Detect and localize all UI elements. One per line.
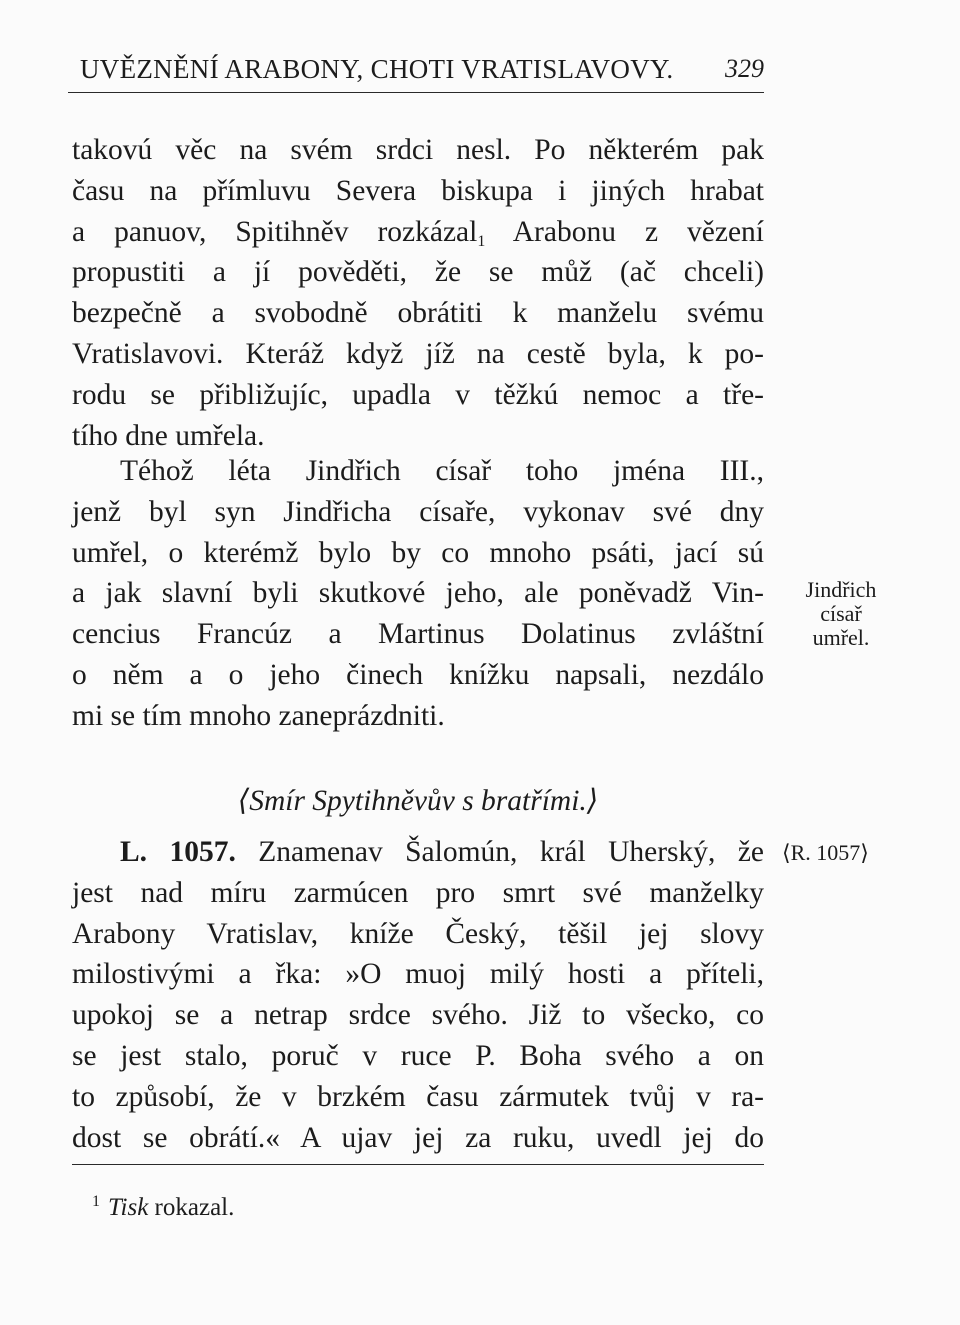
text-line: propustiti a jí pověděti, že se můž (ač chceli) [72,256,764,289]
text-line [72,212,764,253]
margin-note [786,578,896,650]
text-segment: Arabonu z vězení [512,215,765,248]
text-line: Téhož léta Jindřich císař toho jména III., [120,455,764,487]
section-heading: ⟨Smír Spytihněvův s bratřími.⟩ [237,785,599,817]
text-line: rodu se přibližujíc, upadla v těžkú nemoc a tře- [72,378,764,411]
text-line: mi se tím mnoho zaneprázdniti. [72,699,445,732]
text-line: to způsobí, že v brzkém času zármutek tvůj v ra- [72,1080,764,1113]
text-line: upokoj se a netrap srdce svého. Již to všecko, co [72,999,764,1032]
text-line: dost se obrátí.« A ujav jej za ruku, uvedl jej do [72,1121,764,1154]
text-line: jest nad míru zarmúcen pro smrt své manželky [72,876,764,909]
text-line: milostivými a řka: »O muoj milý hosti a příteli, [72,958,764,991]
header-title: UVĚZNĚNÍ ARABONY, CHOTI VRATISLAVOVY. [80,54,674,84]
footnote-reference: 1 [477,232,486,250]
margin-note-line: umřel. [812,625,870,650]
text-line: bezpečně a svobodně obrátiti k manželu svému [72,297,764,330]
paragraph-3 [72,832,764,1158]
text-line: času na přímluvu Severa biskupa i jiných hrabat [72,174,764,207]
text-line: Arabony Vratislav, kníže Český, těšil jej slovy [72,917,764,950]
text-line [72,832,764,873]
text-line: tího dne umřela. [72,419,265,452]
text-line: Vratislavovi. Kteráž když jíž na cestě byla, k po- [72,337,764,370]
text-segment: Znamenav Šalomún, král Uherský, že [235,836,765,868]
text-line: takovú věc na svém srdci nesl. Po některém pak [72,134,764,166]
footnote-number: 1 [92,1193,100,1210]
paragraph-1 [72,130,764,456]
footnote-italic: Tisk [108,1194,149,1221]
year-label: L. 1057. [120,836,236,868]
paragraph-2 [72,451,764,737]
text-line: jenž byl syn Jindřicha císaře, vykonav své dny [72,495,764,528]
text-line: se jest stalo, poruč v ruce P. Boha svého a on [72,1039,764,1072]
footnote-divider [72,1164,764,1165]
margin-year: ⟨R. 1057⟩ [782,840,869,865]
text-segment: a panuov, Spitihněv rozkázal [72,215,478,248]
footnote-text: rokazal. [148,1194,235,1221]
text-line: a jak slavní byli skutkové jeho, ale poněvadž Vin- [72,577,764,610]
footnote [92,1193,234,1222]
page-number: 329 [725,54,764,83]
text-line: cencius Francúz a Martinus Dolatinus zvláštní [72,618,764,651]
text-line: o něm a o jeho činech knížku napsali, nezdálo [72,658,764,691]
margin-note-line: Jindřich [805,577,877,602]
running-header [68,52,764,93]
text-line: umřel, o kterémž bylo by co mnoho psáti, jací sú [72,536,764,569]
margin-note-line: císař [820,601,862,626]
